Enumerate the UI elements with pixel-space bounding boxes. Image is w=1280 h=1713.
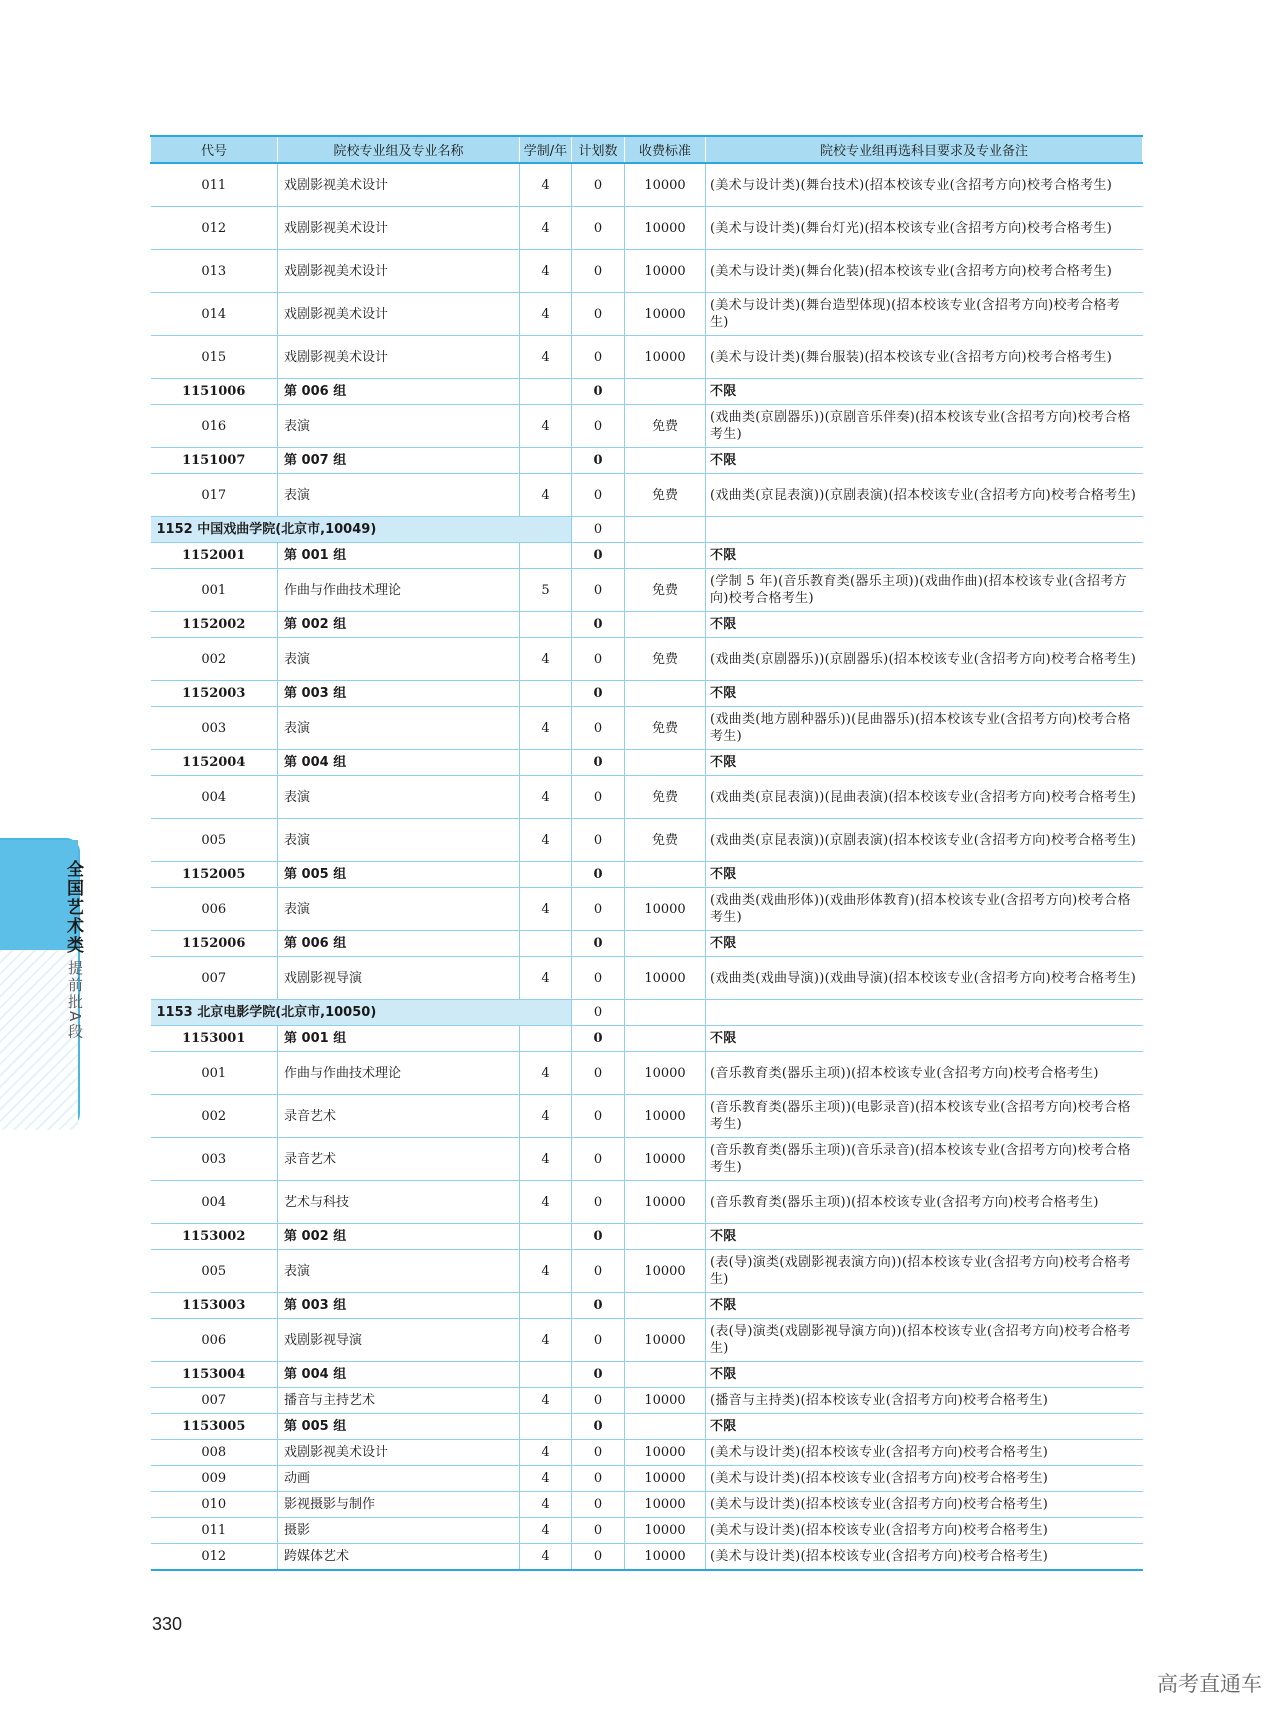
cell-name: 戏剧影视导演 <box>278 1319 520 1362</box>
cell-fee <box>625 862 706 888</box>
cell-plan: 0 <box>572 1181 625 1224</box>
cell-fee <box>625 750 706 776</box>
cell-note: 不限 <box>706 1026 1143 1052</box>
cell-years <box>520 681 572 707</box>
cell-plan: 0 <box>572 1362 625 1388</box>
cell-name: 戏剧影视美术设计 <box>278 1440 520 1466</box>
side-tab-subtitle: 提前批A段 <box>66 960 84 1041</box>
cell-name: 影视摄影与制作 <box>278 1492 520 1518</box>
cell-plan: 0 <box>572 776 625 819</box>
cell-code: 1151007 <box>151 448 278 474</box>
cell-name: 戏剧影视美术设计 <box>278 163 520 207</box>
section-side-tab <box>0 838 84 1128</box>
table-row <box>151 638 1143 681</box>
cell-name: 第 005 组 <box>278 862 520 888</box>
cell-fee: 10000 <box>625 250 706 293</box>
table-row <box>151 888 1143 931</box>
cell-code: 007 <box>151 1388 278 1414</box>
cell-name: 第 006 组 <box>278 931 520 957</box>
cell-fee <box>625 543 706 569</box>
cell-fee: 10000 <box>625 1095 706 1138</box>
cell-years <box>520 1224 572 1250</box>
table-header-row <box>151 136 1143 163</box>
enrollment-table <box>150 135 1143 1571</box>
cell-fee: 10000 <box>625 1319 706 1362</box>
cell-code: 008 <box>151 1440 278 1466</box>
header-years: 学制/年 <box>520 136 572 163</box>
cell-note <box>706 517 1143 543</box>
cell-code: 003 <box>151 1138 278 1181</box>
table-row <box>151 1095 1143 1138</box>
cell-note: (美术与设计类)(招本校该专业(含招考方向)校考合格考生) <box>706 1466 1143 1492</box>
cell-plan: 0 <box>572 517 625 543</box>
cell-fee <box>625 379 706 405</box>
table-row <box>151 1052 1143 1095</box>
cell-code: 011 <box>151 163 278 207</box>
cell-name: 艺术与科技 <box>278 1181 520 1224</box>
cell-fee: 10000 <box>625 1466 706 1492</box>
table-row <box>151 293 1143 336</box>
cell-name: 戏剧影视美术设计 <box>278 250 520 293</box>
cell-name: 第 007 组 <box>278 448 520 474</box>
cell-plan: 0 <box>572 543 625 569</box>
cell-name: 第 003 组 <box>278 681 520 707</box>
cell-fee: 10000 <box>625 207 706 250</box>
cell-plan: 0 <box>572 163 625 207</box>
cell-years <box>520 931 572 957</box>
cell-note: 不限 <box>706 862 1143 888</box>
cell-fee: 10000 <box>625 293 706 336</box>
cell-code: 016 <box>151 405 278 448</box>
group-row <box>151 862 1143 888</box>
cell-note: (音乐教育类(器乐主项))(招本校该专业(含招考方向)校考合格考生) <box>706 1052 1143 1095</box>
cell-name: 录音艺术 <box>278 1138 520 1181</box>
cell-name: 第 003 组 <box>278 1293 520 1319</box>
cell-plan: 0 <box>572 957 625 1000</box>
table-row <box>151 1440 1143 1466</box>
table-row <box>151 1544 1143 1571</box>
cell-note: 不限 <box>706 1293 1143 1319</box>
cell-code: 012 <box>151 1544 278 1571</box>
cell-years: 4 <box>520 1095 572 1138</box>
cell-code: 012 <box>151 207 278 250</box>
cell-name: 第 002 组 <box>278 612 520 638</box>
cell-name: 第 002 组 <box>278 1224 520 1250</box>
cell-code: 006 <box>151 1319 278 1362</box>
cell-name: 第 001 组 <box>278 1026 520 1052</box>
cell-note: (戏曲类(地方剧种器乐))(昆曲器乐)(招本校该专业(含招考方向)校考合格考生) <box>706 707 1143 750</box>
cell-plan: 0 <box>572 1518 625 1544</box>
cell-name: 戏剧影视美术设计 <box>278 336 520 379</box>
cell-note: (美术与设计类)(招本校该专业(含招考方向)校考合格考生) <box>706 1544 1143 1571</box>
cell-years <box>520 1293 572 1319</box>
cell-plan: 0 <box>572 250 625 293</box>
cell-fee <box>625 612 706 638</box>
cell-plan: 0 <box>572 1466 625 1492</box>
cell-note: 不限 <box>706 448 1143 474</box>
cell-fee: 免费 <box>625 569 706 612</box>
cell-name: 播音与主持艺术 <box>278 1388 520 1414</box>
cell-fee: 免费 <box>625 776 706 819</box>
cell-years: 4 <box>520 1250 572 1293</box>
cell-note: (美术与设计类)(舞台造型体现)(招本校该专业(含招考方向)校考合格考生) <box>706 293 1143 336</box>
group-row <box>151 1026 1143 1052</box>
cell-years: 4 <box>520 1138 572 1181</box>
cell-plan: 0 <box>572 474 625 517</box>
cell-code: 003 <box>151 707 278 750</box>
header-name: 院校专业组及专业名称 <box>278 136 520 163</box>
table-row <box>151 569 1143 612</box>
cell-plan: 0 <box>572 1138 625 1181</box>
cell-code: 015 <box>151 336 278 379</box>
cell-plan: 0 <box>572 1388 625 1414</box>
cell-fee <box>625 1000 706 1026</box>
cell-years: 4 <box>520 1466 572 1492</box>
cell-code: 002 <box>151 1095 278 1138</box>
group-row <box>151 543 1143 569</box>
cell-code: 1152001 <box>151 543 278 569</box>
cell-plan: 0 <box>572 681 625 707</box>
cell-note: (戏曲类(京昆表演))(京剧表演)(招本校该专业(含招考方向)校考合格考生) <box>706 474 1143 517</box>
cell-plan: 0 <box>572 1293 625 1319</box>
cell-code: 009 <box>151 1466 278 1492</box>
cell-years: 4 <box>520 336 572 379</box>
side-tab-title: 全国艺术类 <box>63 860 83 955</box>
cell-note <box>706 1000 1143 1026</box>
cell-note: 不限 <box>706 612 1143 638</box>
cell-plan: 0 <box>572 1224 625 1250</box>
cell-fee: 10000 <box>625 888 706 931</box>
table-row <box>151 207 1143 250</box>
cell-name: 戏剧影视美术设计 <box>278 293 520 336</box>
table-row <box>151 1388 1143 1414</box>
cell-fee: 10000 <box>625 1518 706 1544</box>
cell-years: 4 <box>520 1319 572 1362</box>
table-row <box>151 1319 1143 1362</box>
cell-fee <box>625 681 706 707</box>
cell-fee <box>625 1026 706 1052</box>
cell-code: 005 <box>151 1250 278 1293</box>
cell-name: 第 004 组 <box>278 750 520 776</box>
cell-note: (戏曲类(戏曲形体))(戏曲形体教育)(招本校该专业(含招考方向)校考合格考生) <box>706 888 1143 931</box>
cell-name: 戏剧影视美术设计 <box>278 207 520 250</box>
cell-code: 1152002 <box>151 612 278 638</box>
cell-code: 005 <box>151 819 278 862</box>
cell-plan: 0 <box>572 1250 625 1293</box>
cell-name: 第 001 组 <box>278 543 520 569</box>
cell-plan: 0 <box>572 1319 625 1362</box>
cell-plan: 0 <box>572 336 625 379</box>
cell-fee: 10000 <box>625 1138 706 1181</box>
cell-fee: 10000 <box>625 1181 706 1224</box>
table-row <box>151 1492 1143 1518</box>
cell-fee: 10000 <box>625 1052 706 1095</box>
table-row <box>151 1250 1143 1293</box>
cell-name: 第 004 组 <box>278 1362 520 1388</box>
cell-years: 4 <box>520 1518 572 1544</box>
cell-name: 摄影 <box>278 1518 520 1544</box>
cell-note: (美术与设计类)(舞台服装)(招本校该专业(含招考方向)校考合格考生) <box>706 336 1143 379</box>
watermark: 高考直通车 <box>1157 1672 1262 1696</box>
cell-fee <box>625 1293 706 1319</box>
cell-code: 010 <box>151 1492 278 1518</box>
cell-code: 1152003 <box>151 681 278 707</box>
cell-code: 1153005 <box>151 1414 278 1440</box>
header-plan: 计划数 <box>572 136 625 163</box>
cell-code: 1153002 <box>151 1224 278 1250</box>
cell-note: (美术与设计类)(舞台技术)(招本校该专业(含招考方向)校考合格考生) <box>706 163 1143 207</box>
cell-code: 001 <box>151 1052 278 1095</box>
cell-fee: 10000 <box>625 336 706 379</box>
group-row <box>151 448 1143 474</box>
cell-fee: 10000 <box>625 1250 706 1293</box>
cell-plan: 0 <box>572 1440 625 1466</box>
group-row <box>151 1362 1143 1388</box>
table-row <box>151 957 1143 1000</box>
cell-code: 001 <box>151 569 278 612</box>
cell-note: (播音与主持类)(招本校该专业(含招考方向)校考合格考生) <box>706 1388 1143 1414</box>
cell-name: 作曲与作曲技术理论 <box>278 1052 520 1095</box>
cell-fee: 免费 <box>625 638 706 681</box>
cell-years: 4 <box>520 707 572 750</box>
cell-note: (美术与设计类)(招本校该专业(含招考方向)校考合格考生) <box>706 1440 1143 1466</box>
cell-code: 004 <box>151 1181 278 1224</box>
cell-note: 不限 <box>706 750 1143 776</box>
table-row <box>151 250 1143 293</box>
cell-years: 4 <box>520 1492 572 1518</box>
cell-note: 不限 <box>706 379 1143 405</box>
cell-years: 4 <box>520 207 572 250</box>
cell-note: (表(导)演类(戏剧影视导演方向))(招本校该专业(含招考方向)校考合格考生) <box>706 1319 1143 1362</box>
table-row <box>151 819 1143 862</box>
cell-note: (戏曲类(京剧器乐))(京剧器乐)(招本校该专业(含招考方向)校考合格考生) <box>706 638 1143 681</box>
cell-name: 表演 <box>278 638 520 681</box>
cell-note: 不限 <box>706 681 1143 707</box>
cell-note: (戏曲类(京剧器乐))(京剧音乐伴奏)(招本校该专业(含招考方向)校考合格考生) <box>706 405 1143 448</box>
cell-fee: 免费 <box>625 405 706 448</box>
cell-years <box>520 750 572 776</box>
cell-years <box>520 448 572 474</box>
table-body <box>151 163 1143 1570</box>
cell-fee: 10000 <box>625 1440 706 1466</box>
cell-code: 011 <box>151 1518 278 1544</box>
cell-plan: 0 <box>572 638 625 681</box>
cell-years: 4 <box>520 1544 572 1571</box>
cell-years: 4 <box>520 474 572 517</box>
cell-name: 动画 <box>278 1466 520 1492</box>
cell-code: 002 <box>151 638 278 681</box>
cell-years <box>520 1362 572 1388</box>
group-row <box>151 612 1143 638</box>
cell-years: 4 <box>520 776 572 819</box>
cell-years: 4 <box>520 163 572 207</box>
cell-name: 表演 <box>278 888 520 931</box>
table-row <box>151 163 1143 207</box>
cell-years <box>520 862 572 888</box>
table-row <box>151 474 1143 517</box>
cell-note: (戏曲类(京昆表演))(京剧表演)(招本校该专业(含招考方向)校考合格考生) <box>706 819 1143 862</box>
cell-plan: 0 <box>572 207 625 250</box>
cell-plan: 0 <box>572 569 625 612</box>
cell-code: 1152006 <box>151 931 278 957</box>
cell-years <box>520 612 572 638</box>
table-row <box>151 1138 1143 1181</box>
cell-name: 作曲与作曲技术理论 <box>278 569 520 612</box>
cell-note: (音乐教育类(器乐主项))(电影录音)(招本校该专业(含招考方向)校考合格考生) <box>706 1095 1143 1138</box>
cell-plan: 0 <box>572 379 625 405</box>
cell-fee: 免费 <box>625 707 706 750</box>
cell-code: 006 <box>151 888 278 931</box>
cell-years: 4 <box>520 250 572 293</box>
cell-note: (美术与设计类)(招本校该专业(含招考方向)校考合格考生) <box>706 1492 1143 1518</box>
cell-years: 4 <box>520 957 572 1000</box>
cell-note: (美术与设计类)(舞台灯光)(招本校该专业(含招考方向)校考合格考生) <box>706 207 1143 250</box>
cell-name: 第 005 组 <box>278 1414 520 1440</box>
cell-name: 表演 <box>278 1250 520 1293</box>
group-row <box>151 379 1143 405</box>
cell-fee <box>625 1224 706 1250</box>
cell-code: 017 <box>151 474 278 517</box>
cell-plan: 0 <box>572 1000 625 1026</box>
cell-code: 007 <box>151 957 278 1000</box>
cell-note: (戏曲类(戏曲导演))(戏曲导演)(招本校该专业(含招考方向)校考合格考生) <box>706 957 1143 1000</box>
cell-plan: 0 <box>572 750 625 776</box>
cell-note: 不限 <box>706 1362 1143 1388</box>
cell-note: (表(导)演类(戏剧影视表演方向))(招本校该专业(含招考方向)校考合格考生) <box>706 1250 1143 1293</box>
cell-note: (音乐教育类(器乐主项))(音乐录音)(招本校该专业(含招考方向)校考合格考生) <box>706 1138 1143 1181</box>
cell-plan: 0 <box>572 448 625 474</box>
cell-name: 第 006 组 <box>278 379 520 405</box>
cell-note: 不限 <box>706 931 1143 957</box>
cell-plan: 0 <box>572 862 625 888</box>
cell-years: 5 <box>520 569 572 612</box>
cell-note: 不限 <box>706 543 1143 569</box>
group-row <box>151 1224 1143 1250</box>
cell-fee <box>625 931 706 957</box>
cell-years <box>520 543 572 569</box>
cell-name: 跨媒体艺术 <box>278 1544 520 1571</box>
cell-fee <box>625 1414 706 1440</box>
table-row <box>151 707 1143 750</box>
cell-fee <box>625 1362 706 1388</box>
header-note: 院校专业组再选科目要求及专业备注 <box>706 136 1143 163</box>
cell-note: (音乐教育类(器乐主项))(招本校该专业(含招考方向)校考合格考生) <box>706 1181 1143 1224</box>
cell-plan: 0 <box>572 888 625 931</box>
cell-name: 表演 <box>278 707 520 750</box>
group-row <box>151 1293 1143 1319</box>
group-row <box>151 681 1143 707</box>
cell-name: 表演 <box>278 819 520 862</box>
group-row <box>151 750 1143 776</box>
cell-fee: 免费 <box>625 474 706 517</box>
cell-years <box>520 1414 572 1440</box>
cell-code: 1152005 <box>151 862 278 888</box>
cell-plan: 0 <box>572 405 625 448</box>
cell-fee: 10000 <box>625 1492 706 1518</box>
cell-code: 1151006 <box>151 379 278 405</box>
cell-years: 4 <box>520 1052 572 1095</box>
cell-fee <box>625 517 706 543</box>
table-row <box>151 405 1143 448</box>
table-row <box>151 1181 1143 1224</box>
cell-years: 4 <box>520 638 572 681</box>
cell-plan: 0 <box>572 707 625 750</box>
cell-plan: 0 <box>572 1544 625 1571</box>
cell-code: 014 <box>151 293 278 336</box>
cell-fee: 免费 <box>625 819 706 862</box>
page-number: 330 <box>152 1614 183 1634</box>
header-code: 代号 <box>151 136 278 163</box>
cell-note: (美术与设计类)(招本校该专业(含招考方向)校考合格考生) <box>706 1518 1143 1544</box>
group-row <box>151 931 1143 957</box>
school-name: 1153 北京电影学院(北京市,10050) <box>151 1000 572 1026</box>
cell-fee: 10000 <box>625 163 706 207</box>
cell-years: 4 <box>520 1181 572 1224</box>
cell-plan: 0 <box>572 1414 625 1440</box>
cell-years: 4 <box>520 1440 572 1466</box>
cell-years: 4 <box>520 819 572 862</box>
cell-plan: 0 <box>572 1026 625 1052</box>
cell-fee: 10000 <box>625 1544 706 1571</box>
cell-note: (学制 5 年)(音乐教育类(器乐主项))(戏曲作曲)(招本校该专业(含招考方向)校考合格考生) <box>706 569 1143 612</box>
cell-plan: 0 <box>572 819 625 862</box>
header-fee: 收费标准 <box>625 136 706 163</box>
cell-fee: 10000 <box>625 1388 706 1414</box>
cell-note: (戏曲类(京昆表演))(昆曲表演)(招本校该专业(含招考方向)校考合格考生) <box>706 776 1143 819</box>
school-row <box>151 1000 1143 1026</box>
cell-years: 4 <box>520 888 572 931</box>
table-row <box>151 1466 1143 1492</box>
school-row <box>151 517 1143 543</box>
cell-code: 013 <box>151 250 278 293</box>
cell-years <box>520 379 572 405</box>
cell-code: 1153004 <box>151 1362 278 1388</box>
cell-name: 表演 <box>278 474 520 517</box>
cell-plan: 0 <box>572 293 625 336</box>
cell-name: 戏剧影视导演 <box>278 957 520 1000</box>
cell-years: 4 <box>520 293 572 336</box>
group-row <box>151 1414 1143 1440</box>
cell-note: 不限 <box>706 1414 1143 1440</box>
cell-name: 表演 <box>278 776 520 819</box>
table-row <box>151 776 1143 819</box>
cell-fee: 10000 <box>625 957 706 1000</box>
cell-name: 表演 <box>278 405 520 448</box>
table-row <box>151 336 1143 379</box>
cell-code: 1153003 <box>151 1293 278 1319</box>
cell-plan: 0 <box>572 1492 625 1518</box>
cell-code: 1153001 <box>151 1026 278 1052</box>
cell-fee <box>625 448 706 474</box>
cell-plan: 0 <box>572 1095 625 1138</box>
cell-plan: 0 <box>572 931 625 957</box>
cell-plan: 0 <box>572 1052 625 1095</box>
cell-plan: 0 <box>572 612 625 638</box>
table-row <box>151 1518 1143 1544</box>
cell-years <box>520 1026 572 1052</box>
cell-code: 004 <box>151 776 278 819</box>
school-name: 1152 中国戏曲学院(北京市,10049) <box>151 517 572 543</box>
cell-years: 4 <box>520 405 572 448</box>
cell-note: (美术与设计类)(舞台化装)(招本校该专业(含招考方向)校考合格考生) <box>706 250 1143 293</box>
cell-name: 录音艺术 <box>278 1095 520 1138</box>
cell-code: 1152004 <box>151 750 278 776</box>
cell-note: 不限 <box>706 1224 1143 1250</box>
cell-years: 4 <box>520 1388 572 1414</box>
